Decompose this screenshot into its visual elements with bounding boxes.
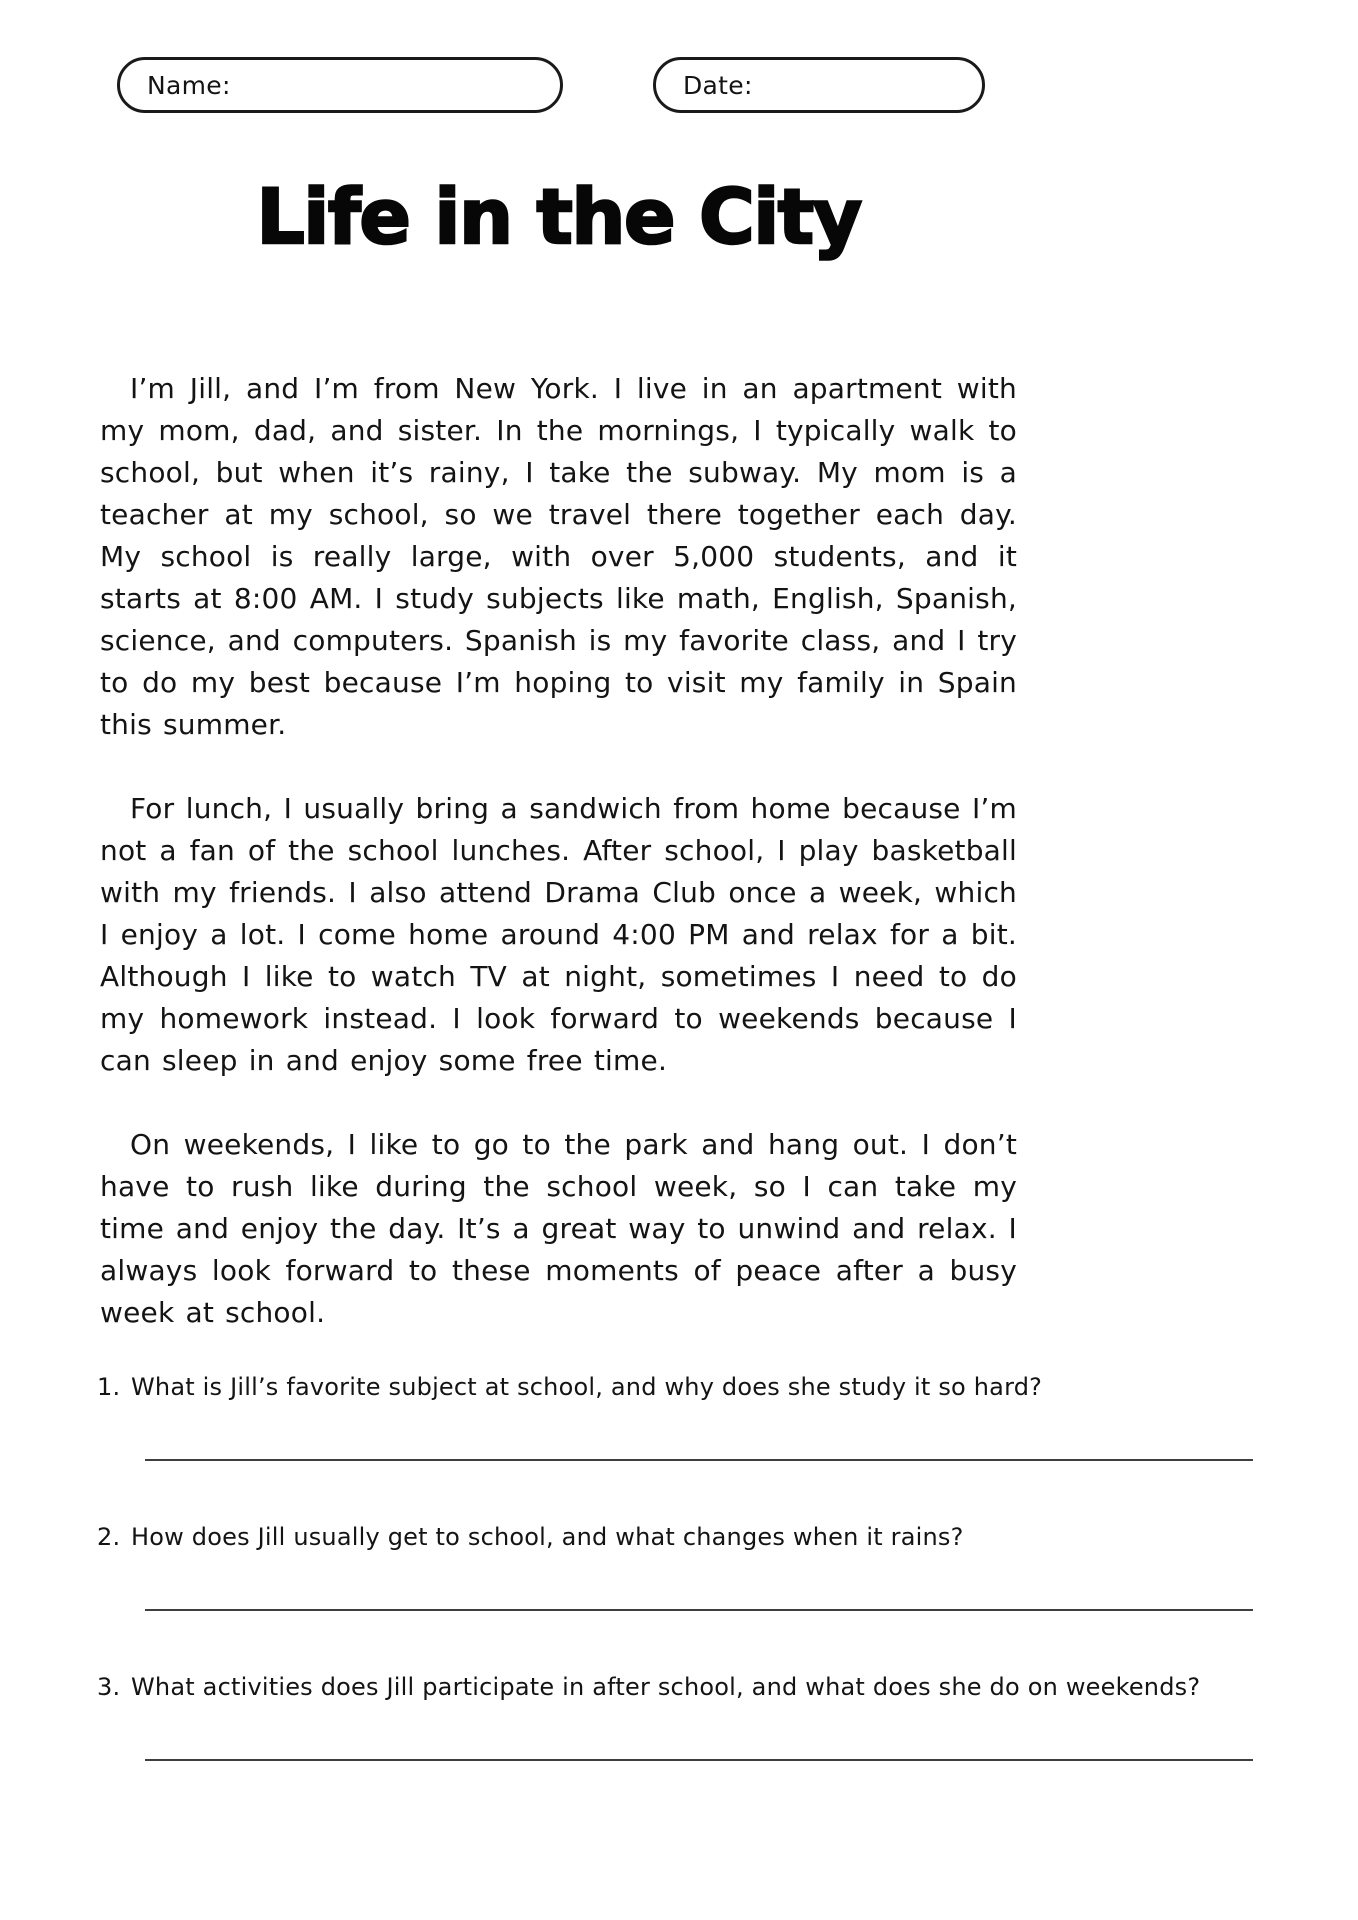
question-text: How does Jill usually get to school, and what changes when it rains? bbox=[131, 1523, 964, 1551]
name-label: Name: bbox=[147, 70, 231, 100]
question-item-1 bbox=[97, 1371, 1253, 1461]
questions-section bbox=[97, 1371, 1253, 1821]
passage-paragraph-2: For lunch, I usually bring a sandwich from home because I’m not a fan of the school lunches. After school, I play basketball with my friends. I also attend Drama Club once a week, which I enjoy a lot. I come home around 4:00 PM and relax for a bit. Although I like to watch TV at night, sometimes I need to do my homework instead. I look forward to weekends because I can sleep in and enjoy some free time. bbox=[100, 792, 1017, 1077]
question-text: What activities does Jill participate in after school, and what does she do on weekends? bbox=[131, 1673, 1201, 1701]
question-number: 3. bbox=[97, 1673, 121, 1701]
answer-line-3[interactable] bbox=[145, 1759, 1253, 1761]
question-text: What is Jill’s favorite subject at school, and why does she study it so hard? bbox=[131, 1373, 1043, 1401]
question-item-3 bbox=[97, 1671, 1253, 1761]
date-input-area[interactable] bbox=[753, 60, 982, 110]
worksheet-title: Life in the City bbox=[256, 172, 861, 261]
reading-passage bbox=[100, 368, 1017, 1334]
question-number: 1. bbox=[97, 1373, 121, 1401]
name-input-area[interactable] bbox=[231, 60, 560, 110]
passage-paragraph-1: I’m Jill, and I’m from New York. I live in an apartment with my mom, dad, and sister. In the mornings, I typically walk to school, but when it’s rainy, I take the subway. My mom is a teacher at my school, so we travel there together each day. My school is really large, with over 5,000 students, and it starts at 8:00 AM. I study subjects like math, English, Spanish, science, and computers. Spanish is my favorite class, and I try to do my best because I’m hoping to visit my family in Spain this summer. bbox=[100, 372, 1017, 741]
name-field-box bbox=[117, 57, 563, 113]
date-label: Date: bbox=[683, 70, 753, 100]
passage-paragraph-3: On weekends, I like to go to the park and hang out. I don’t have to rush like during the school week, so I can take my time and enjoy the day. It’s a great way to unwind and relax. I always look forward to these moments of peace after a busy week at school. bbox=[100, 1128, 1017, 1329]
question-item-2 bbox=[97, 1521, 1253, 1611]
answer-line-2[interactable] bbox=[145, 1609, 1253, 1611]
answer-line-1[interactable] bbox=[145, 1459, 1253, 1461]
date-field-box bbox=[653, 57, 985, 113]
question-number: 2. bbox=[97, 1523, 121, 1551]
